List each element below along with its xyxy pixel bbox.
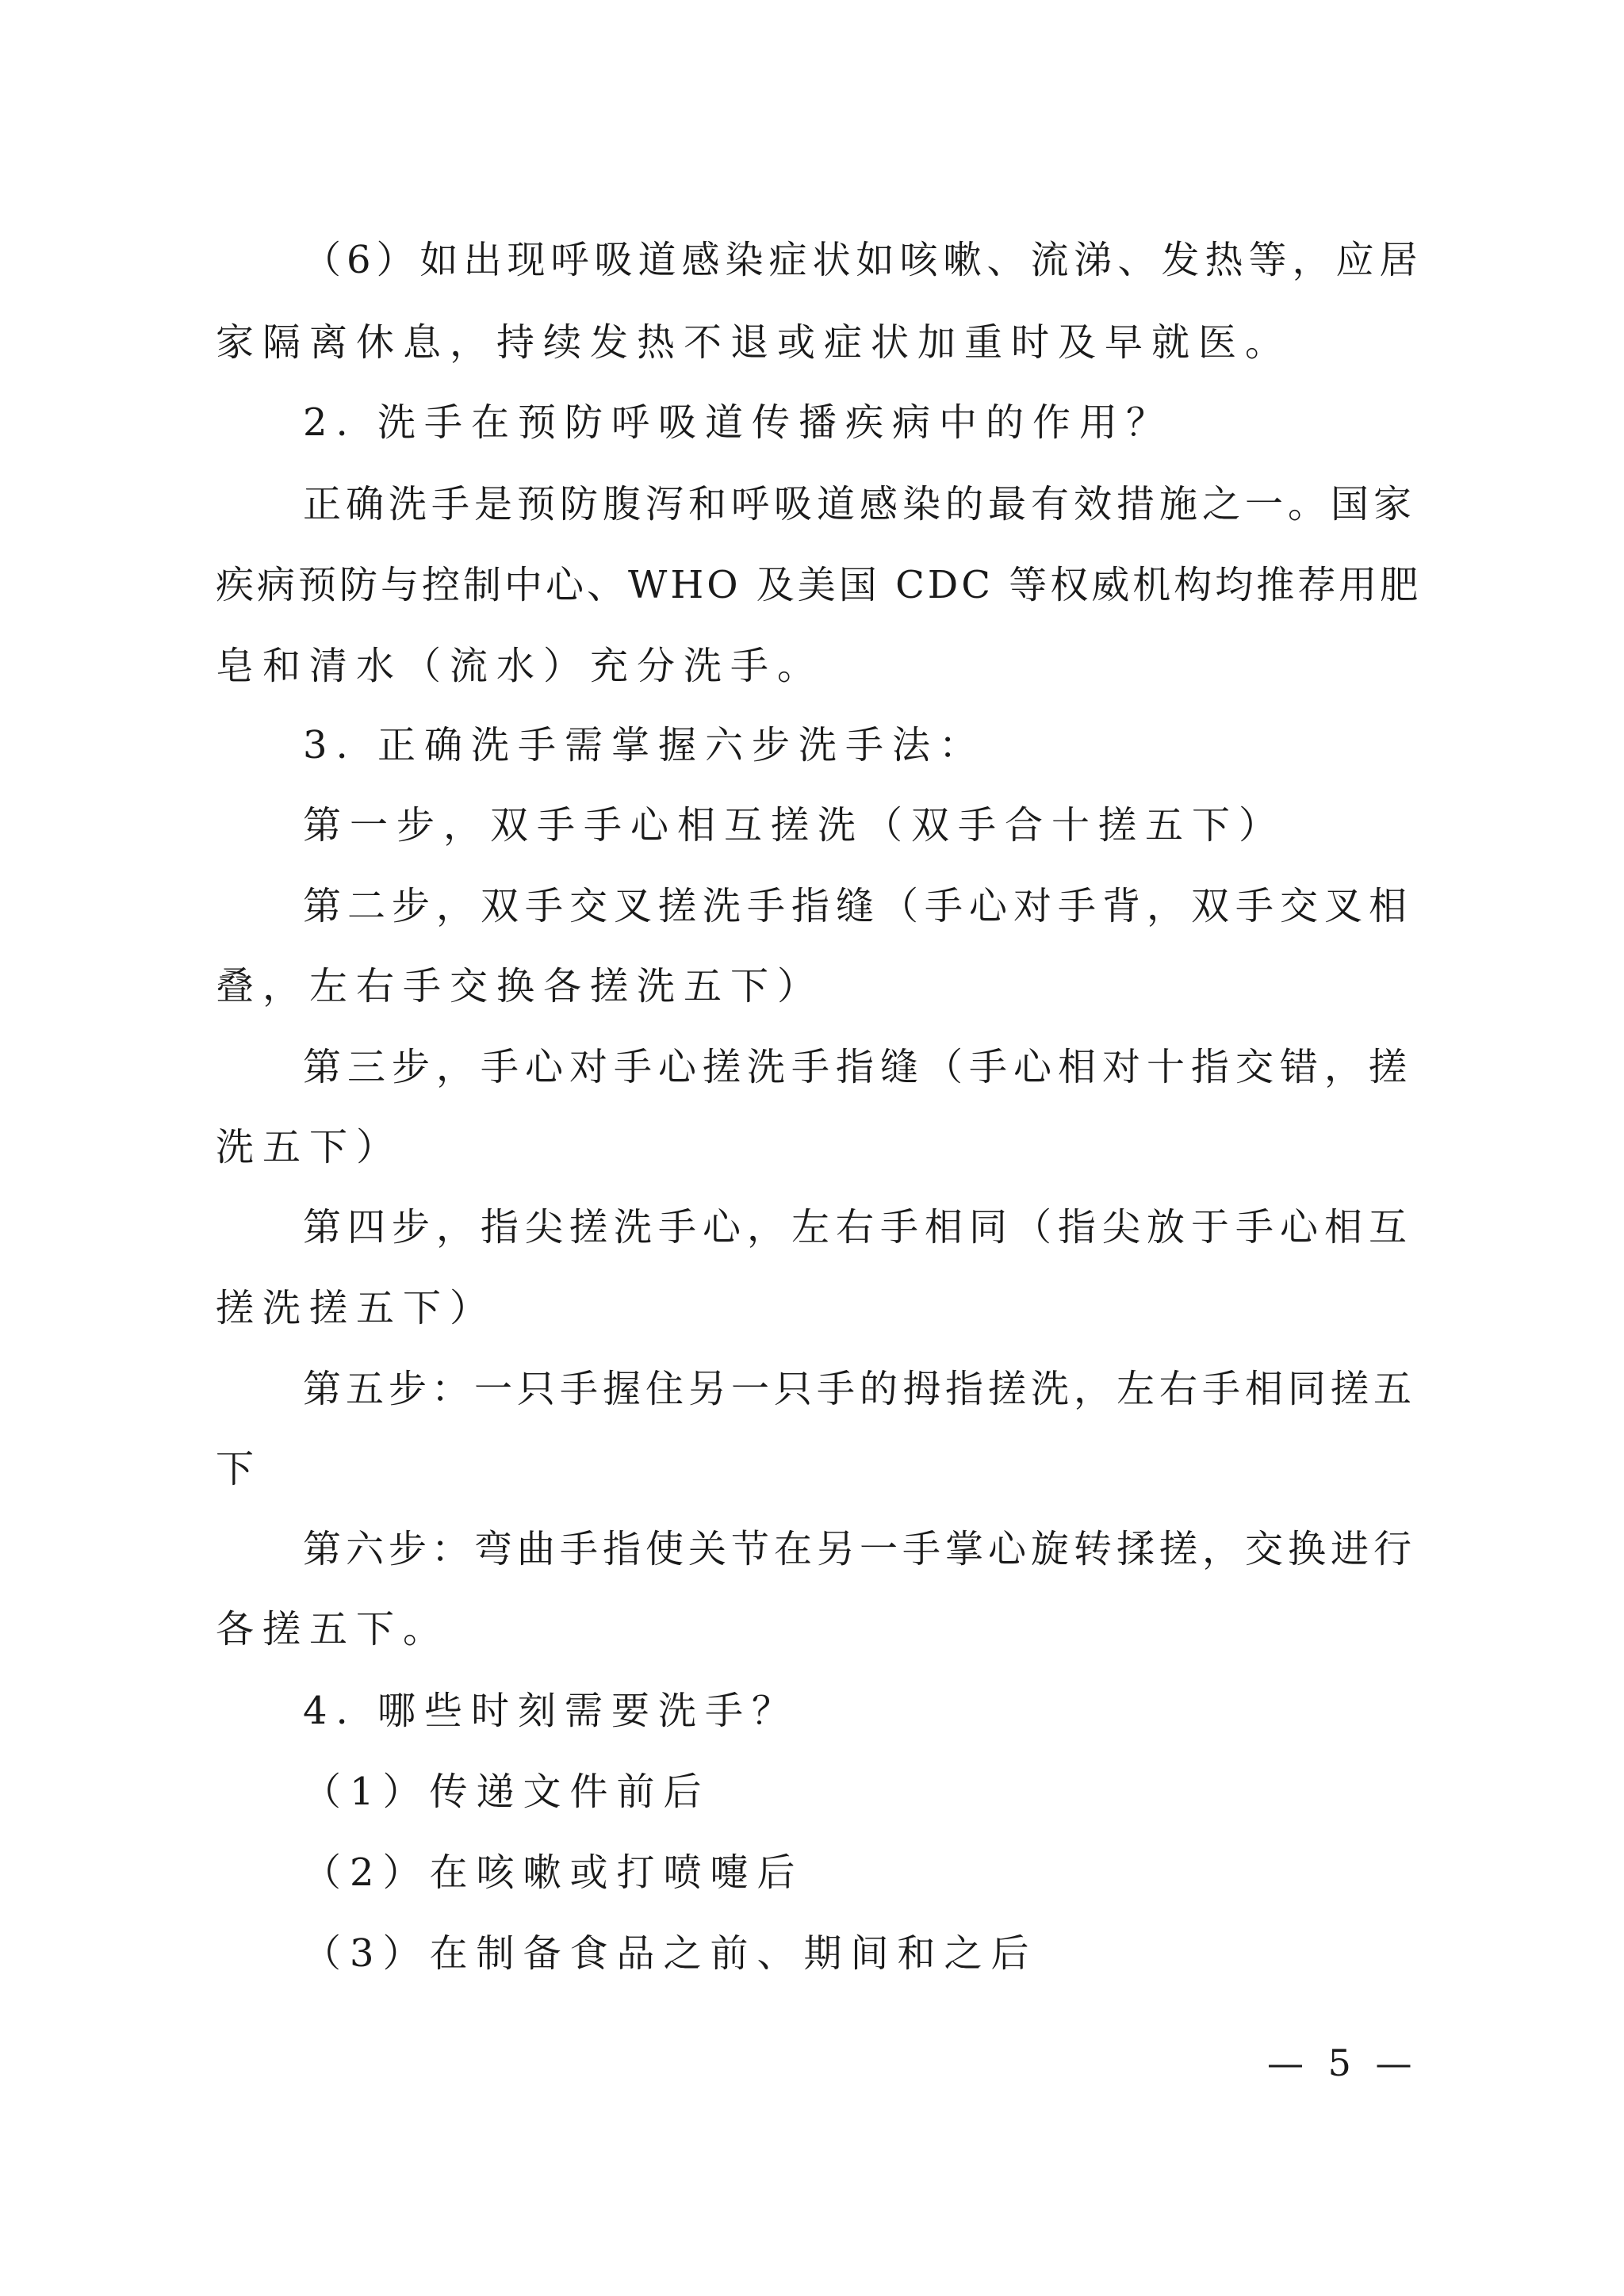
page-number: — 5 — <box>1267 2042 1419 2084</box>
step-line: 各搓五下。 <box>216 1607 450 1651</box>
step-line: 洗五下） <box>216 1125 404 1169</box>
section-heading: 3. 正确洗手需掌握六步洗手法： <box>303 723 986 767</box>
step-line: 第三步，手心对手心搓洗手指缝（手心相对十指交错，搓 <box>303 1045 1414 1089</box>
step-line: 搓洗搓五下） <box>216 1286 497 1330</box>
paragraph-line: 正确洗手是预防腹泻和呼吸道感染的最有效措施之一。国家 <box>303 482 1417 526</box>
paragraph-line: （6）如出现呼吸道感染症状如咳嗽、流涕、发热等，应居 <box>303 238 1423 282</box>
step-line: 叠，左右手交换各搓洗五下） <box>216 964 825 1008</box>
list-item: （2）在咳嗽或打喷嚏后 <box>303 1850 804 1895</box>
step-line: 第一步，双手手心相互搓洗（双手合十搓五下） <box>303 803 1286 848</box>
paragraph-line: 疾病预防与控制中心、WHO 及美国 CDC 等权威机构均推荐用肥 <box>216 563 1422 607</box>
list-item: （1）传递文件前后 <box>303 1770 710 1814</box>
paragraph-line: 皂和清水（流水）充分洗手。 <box>216 644 825 688</box>
step-line: 第五步：一只手握住另一只手的拇指搓洗，左右手相同搓五 <box>303 1367 1417 1411</box>
section-heading: 4. 哪些时刻需要洗手？ <box>303 1689 799 1733</box>
list-item: （3）在制备食品之前、期间和之后 <box>303 1931 1038 1976</box>
paragraph-line: 家隔离休息，持续发热不退或症状加重时及早就医。 <box>216 320 1293 365</box>
section-heading: 2. 洗手在预防呼吸道传播疾病中的作用？ <box>303 400 1174 445</box>
step-line: 下 <box>216 1447 263 1491</box>
step-line: 第四步，指尖搓洗手心，左右手相同（指尖放于手心相互 <box>303 1205 1414 1249</box>
step-line: 第二步，双手交叉搓洗手指缝（手心对手背，双手交叉相 <box>303 884 1414 928</box>
step-line: 第六步：弯曲手指使关节在另一手掌心旋转揉搓，交换进行 <box>303 1527 1417 1571</box>
